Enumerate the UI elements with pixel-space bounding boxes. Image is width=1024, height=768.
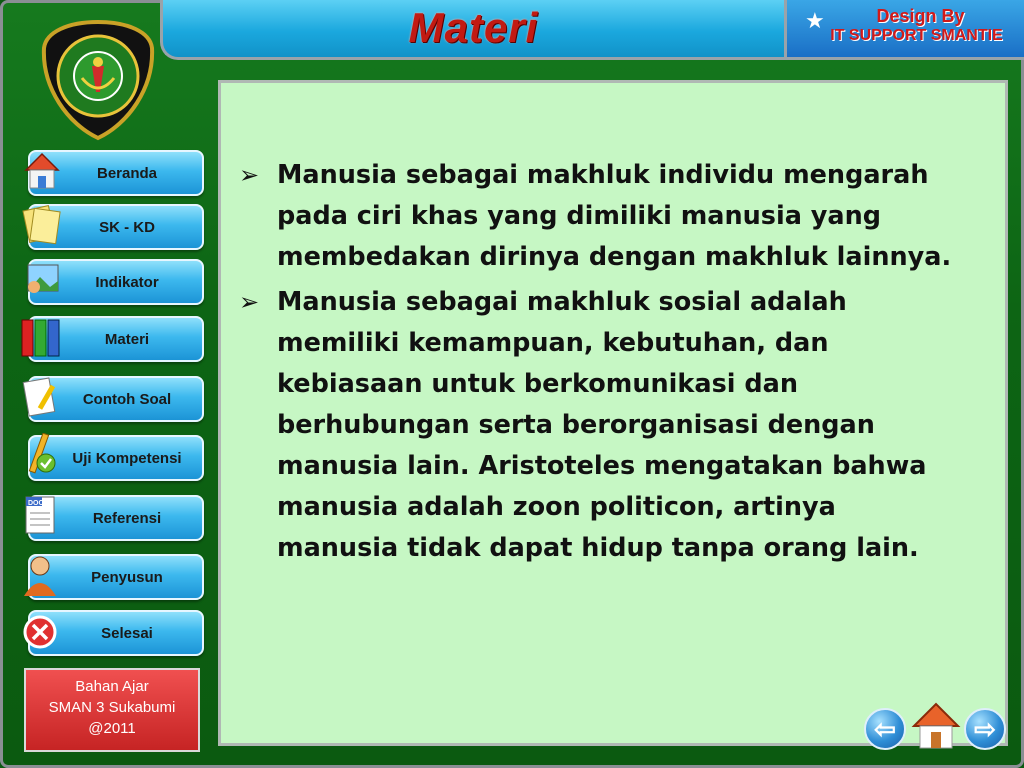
menu-item-beranda[interactable] [28, 150, 204, 196]
arrow-right-icon: ⇨ [974, 713, 996, 744]
footer-line-1: Bahan Ajar [75, 678, 149, 695]
credit-badge [784, 0, 1024, 57]
menu-label: Indikator [95, 273, 159, 291]
bullet-text: Manusia sebagai makhluk sosial adalah memiliki kemampuan, kebutuhan, dan kebiasaan untuk berkomunikasi dan berhubungan serta berorganisasi dengan manusia lain. Aristoteles mengatakan bahwa manusia adalah zoon politicon, artinya manusia tidak dapat hidup tanpa orang lain. [277, 287, 927, 563]
next-button[interactable] [964, 708, 1006, 750]
home-button[interactable] [910, 700, 962, 752]
credit-line-2: IT SUPPORT SMANTIE [830, 27, 1003, 44]
bullet-item [239, 282, 965, 569]
footer-info [24, 668, 200, 752]
menu-item-selesai[interactable] [28, 610, 204, 656]
footer-line-3: @2011 [88, 720, 136, 737]
menu-label: Penyusun [91, 568, 163, 586]
menu-item-indikator[interactable] [28, 259, 204, 305]
menu-label: Selesai [101, 624, 153, 642]
house-icon [20, 148, 64, 194]
notes-icon [20, 202, 64, 248]
person-icon [20, 552, 64, 598]
binders-icon [20, 314, 64, 360]
doc-icon [20, 493, 64, 539]
menu-label: Uji Kompetensi [72, 449, 182, 467]
school-logo [38, 18, 158, 142]
prev-button[interactable] [864, 708, 906, 750]
document-pen-icon [20, 374, 64, 420]
menu-label: Referensi [92, 509, 162, 527]
menu-item-sk-kd[interactable] [28, 204, 204, 250]
menu-item-uji-kompetensi[interactable] [28, 435, 204, 481]
menu-item-referensi[interactable] [28, 495, 204, 541]
menu-label: Beranda [96, 164, 158, 182]
menu-item-penyusun[interactable] [28, 554, 204, 600]
pencil-check-icon [20, 433, 64, 479]
menu-item-materi[interactable] [28, 316, 204, 362]
header-bar [160, 0, 1024, 60]
house-icon [910, 700, 962, 752]
close-icon [20, 608, 64, 654]
bullet-list [239, 155, 965, 573]
arrow-bullet-icon: ➢ [239, 161, 260, 189]
menu-label: Materi [104, 330, 150, 348]
content-panel [218, 80, 1008, 746]
arrow-bullet-icon: ➢ [239, 288, 260, 316]
menu-label: SK - KD [99, 218, 155, 236]
arrow-left-icon: ⇦ [874, 713, 896, 744]
menu-label: Contoh Soal [82, 390, 172, 408]
picture-icon [20, 257, 64, 303]
footer-line-2: SMAN 3 Sukabumi [48, 699, 176, 716]
menu-item-contoh-soal[interactable] [28, 376, 204, 422]
star-icon: ★ [805, 8, 825, 33]
svg-text:DOC: DOC [28, 500, 44, 507]
page-title: Materi [408, 4, 539, 51]
bullet-item [239, 155, 965, 278]
bullet-text: Manusia sebagai makhluk individu mengarah pada ciri khas yang dimiliki manusia yang membedakan dirinya dengan makhluk lainnya. [277, 160, 952, 272]
credit-line-1: Design By [876, 6, 965, 26]
